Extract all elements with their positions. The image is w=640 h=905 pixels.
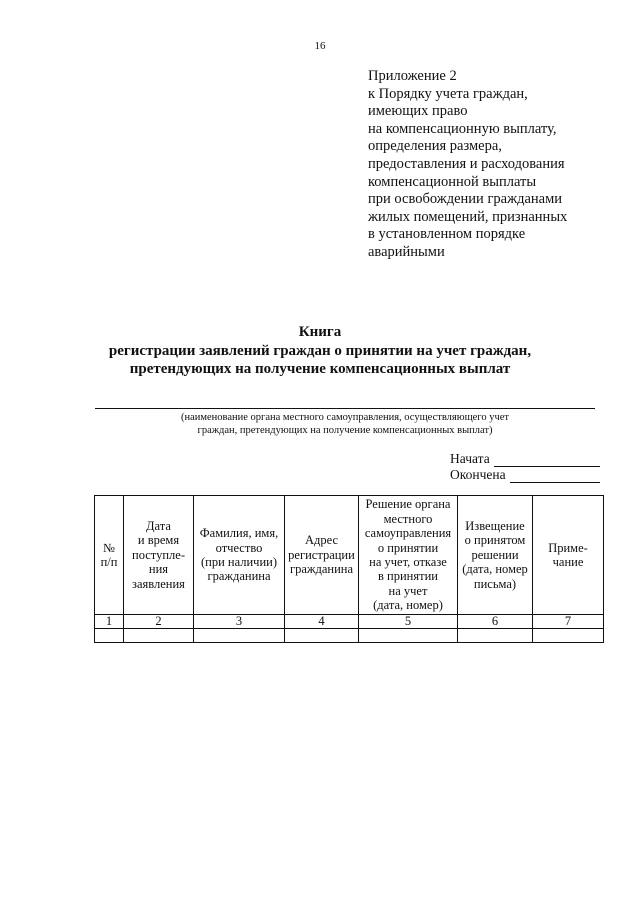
- header-row: [95, 496, 604, 615]
- column-number: 4: [285, 615, 359, 629]
- appendix-line: предоставления и расходования: [368, 155, 565, 172]
- header-cell-date: Дата и время поступле- ния заявления: [124, 496, 194, 615]
- appendix-line: Приложение 2: [368, 68, 457, 84]
- appendix-line: на компенсационную выплату,: [368, 120, 557, 137]
- column-number-row: [95, 615, 604, 629]
- started-label: Начата: [450, 451, 490, 466]
- table-row: [95, 629, 604, 643]
- column-number: 1: [95, 615, 124, 629]
- register-table: [94, 495, 604, 643]
- table-cell: [359, 629, 458, 643]
- title-line: претендующих на получение компенсационных выплат: [129, 361, 511, 377]
- header-cell-notice: Извещение о принятом решении (дата, номер письма): [458, 496, 533, 615]
- org-name-caption: [95, 411, 595, 437]
- header-cell-address: Адрес регистрации гражданина: [285, 496, 359, 615]
- table-cell: [194, 629, 285, 643]
- table-cell: [124, 629, 194, 643]
- table-cell: [533, 629, 604, 643]
- appendix-line: к Порядку учета граждан,: [368, 85, 528, 102]
- appendix-line: жилых помещений, признанных: [368, 208, 568, 225]
- ended-date-line: [510, 470, 600, 483]
- book-dates: [450, 451, 600, 483]
- column-number: 5: [359, 615, 458, 629]
- caption-line: граждан, претендующих на получение компенсационных выплат): [197, 425, 493, 436]
- appendix-line: при освобождении гражданами: [368, 191, 563, 208]
- header-cell-name: Фамилия, имя, отчество (при наличии) гражданина: [194, 496, 285, 615]
- appendix-line: имеющих право: [368, 103, 468, 120]
- appendix-line: в установленном порядке: [368, 226, 526, 243]
- column-number: 3: [194, 615, 285, 629]
- table-cell: [285, 629, 359, 643]
- org-name-line: [95, 408, 595, 409]
- page-number: 16: [314, 40, 326, 52]
- column-number: 6: [458, 615, 533, 629]
- ended-row: [450, 467, 600, 483]
- started-date-line: [494, 454, 600, 467]
- header-cell-decision: Решение органа местного самоуправления о принятии на учет, отказе в принятии на учет (дата, номер): [359, 496, 458, 615]
- appendix-line: аварийными: [368, 243, 445, 260]
- ended-label: Окончена: [450, 467, 506, 482]
- header-cell-number: № п/п: [95, 496, 124, 615]
- header-cell-note: Приме- чание: [533, 496, 604, 615]
- table-cell: [95, 629, 124, 643]
- column-number: 2: [124, 615, 194, 629]
- column-number: 7: [533, 615, 604, 629]
- title-line: регистрации заявлений граждан о принятии на учет граждан,: [108, 342, 532, 359]
- table-cell: [458, 629, 533, 643]
- book-title: [0, 323, 640, 379]
- title-heading: Книга: [298, 324, 342, 340]
- caption-line: (наименование органа местного самоуправления, осуществляющего учет: [180, 412, 510, 423]
- appendix-line: определения размера,: [368, 138, 502, 155]
- appendix-note: [368, 68, 628, 262]
- appendix-line: компенсационной выплаты: [368, 173, 537, 190]
- started-row: [450, 451, 600, 467]
